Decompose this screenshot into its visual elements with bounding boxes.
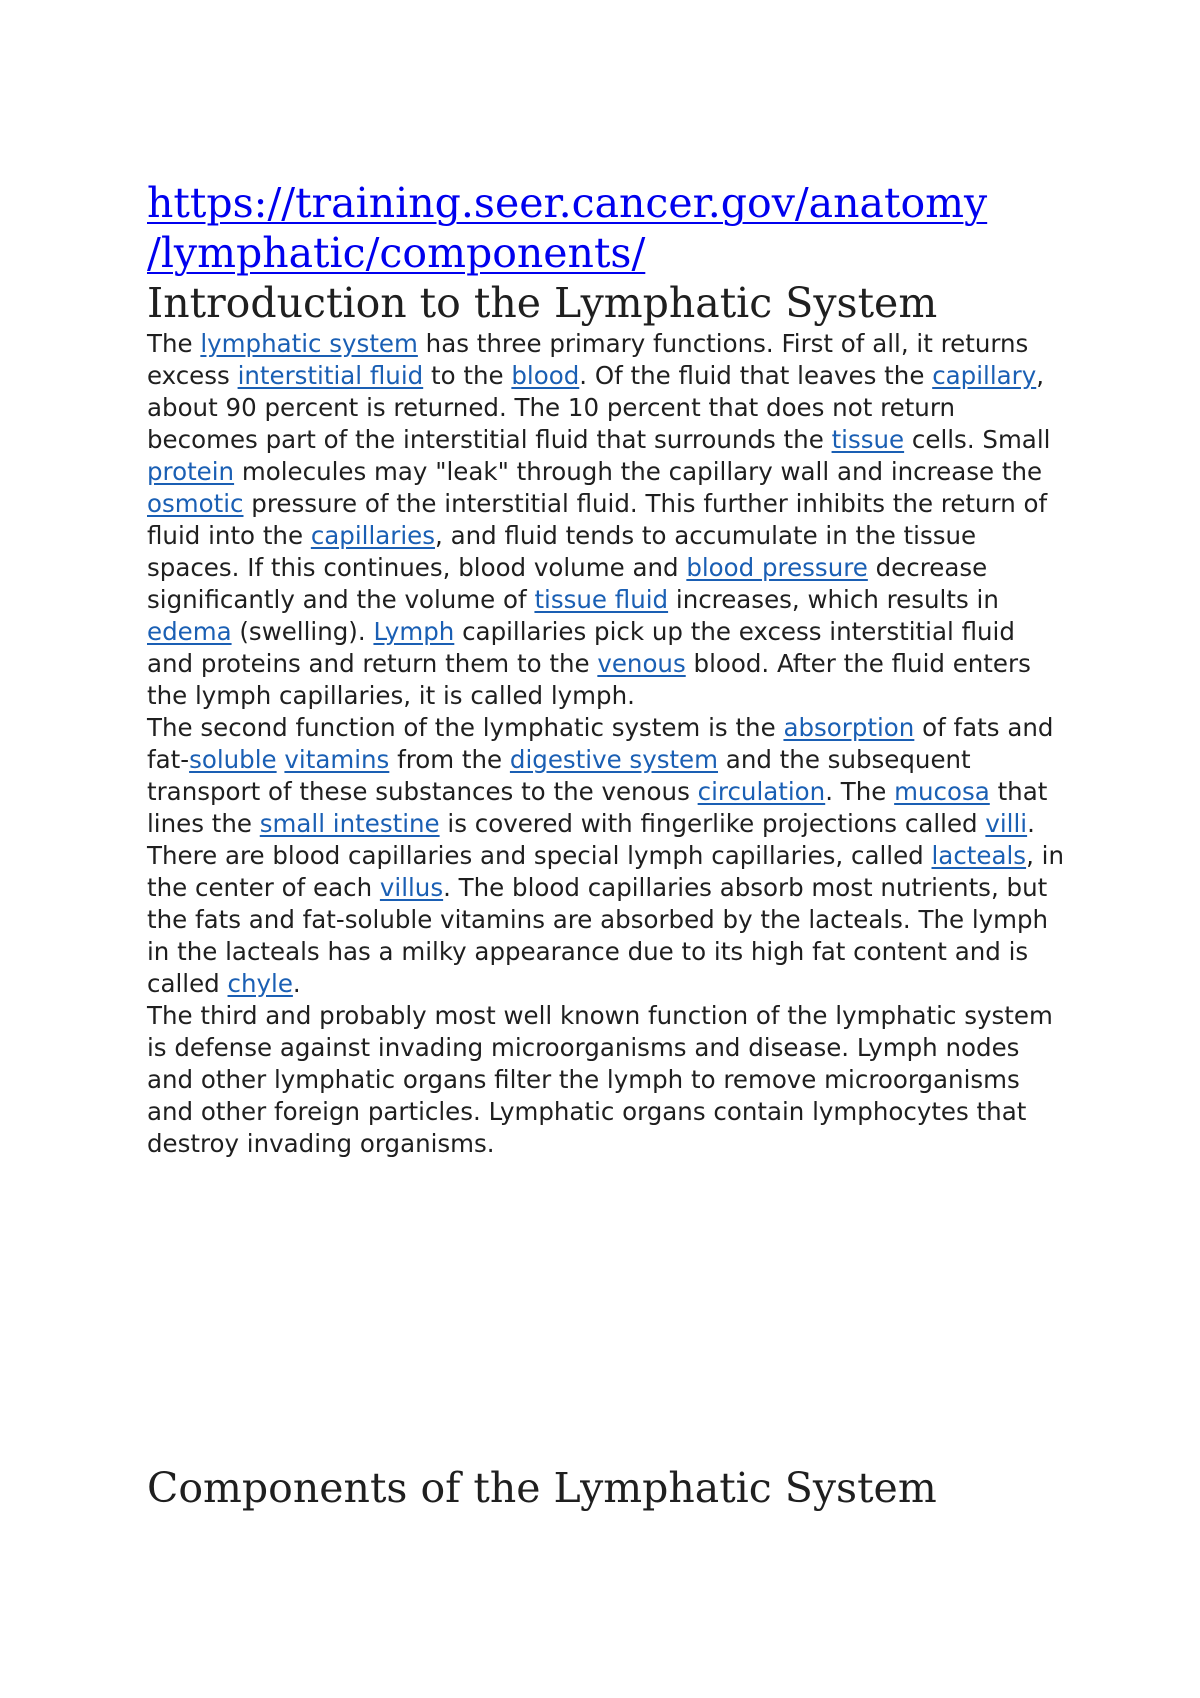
link-capillary[interactable]: capillary <box>932 361 1037 390</box>
text-run: increases, which results in <box>668 585 999 614</box>
text-run: . There are blood capillaries and special lymph capillaries, called <box>147 809 1035 870</box>
paragraph-absorption <box>147 712 1067 1000</box>
link-soluble[interactable]: soluble <box>189 745 277 774</box>
text-run: from the <box>389 745 510 774</box>
text-run: . <box>292 969 301 998</box>
link-capillaries[interactable]: capillaries <box>310 521 436 550</box>
link-small-intestine[interactable]: small intestine <box>259 809 440 838</box>
text-run: blood. After the fluid enters the lymph capillaries, it is called lymph. <box>147 649 1031 710</box>
link-tissue-fluid[interactable]: tissue fluid <box>534 585 669 614</box>
text-run: . The <box>825 777 895 806</box>
link-osmotic[interactable]: osmotic <box>147 489 244 518</box>
link-protein[interactable]: protein <box>147 457 235 486</box>
text-run: that lines the <box>147 777 1048 838</box>
text-run: , and fluid tends to accumulate in the tissue spaces. If this continues, blood volume and <box>147 521 977 582</box>
heading-components: Components of the Lymphatic System <box>147 1464 937 1512</box>
link-absorption[interactable]: absorption <box>783 713 915 742</box>
source-url-line-2: /lymphatic/components/ <box>147 229 646 277</box>
link-digestive-system[interactable]: digestive system <box>509 745 719 774</box>
text-run: . The blood capillaries absorb most nutrients, but the fats and fat-soluble vitamins are absorbed by the lacteals. The lymph in the lacteals has a milky appearance due to its high fat content and is called <box>147 873 1049 998</box>
paragraph-functions-overview <box>147 328 1067 712</box>
text-run: (swelling). <box>231 617 374 646</box>
text-run: The <box>147 329 201 358</box>
paragraph-defense: The third and probably most well known function of the lymphatic system is defense against invading microorganisms and disease. Lymph nodes and other lymphatic organs filter the lymph to remove microorganisms and other foreign particles. Lymphatic organs contain lymphocytes that destroy invading organisms. <box>147 1001 1053 1158</box>
text-run: . Of the fluid that leaves the <box>579 361 933 390</box>
link-interstitial-fluid[interactable]: interstitial fluid <box>237 361 424 390</box>
source-url-link[interactable] <box>147 178 1047 278</box>
heading-introduction: Introduction to the Lymphatic System <box>147 279 938 327</box>
link-villus[interactable]: villus <box>379 873 444 902</box>
link-vitamins[interactable]: vitamins <box>284 745 390 774</box>
link-circulation[interactable]: circulation <box>697 777 826 806</box>
link-lymph[interactable]: Lymph <box>373 617 455 646</box>
text-run: to the <box>423 361 512 390</box>
text-run: The second function of the lymphatic system is the <box>147 713 784 742</box>
link-edema[interactable]: edema <box>147 617 232 646</box>
text-run: is covered with fingerlike projections called <box>439 809 986 838</box>
link-chyle[interactable]: chyle <box>227 969 293 998</box>
text-run: and the subsequent transport of these substances to the venous <box>147 745 971 806</box>
link-lacteals[interactable]: lacteals <box>931 841 1027 870</box>
text-run: decrease significantly and the volume of <box>147 553 988 614</box>
text-run: of fats and fat- <box>147 713 1054 774</box>
link-venous[interactable]: venous <box>597 649 686 678</box>
link-tissue[interactable]: tissue <box>831 425 905 454</box>
text-run: , about 90 percent is returned. The 10 percent that does not return becomes part of the interstitial fluid that surrounds the <box>147 361 1045 454</box>
link-mucosa[interactable]: mucosa <box>894 777 990 806</box>
link-lymphatic-system[interactable]: lymphatic system <box>200 329 418 358</box>
link-blood-pressure[interactable]: blood pressure <box>686 553 868 582</box>
source-url-line-1: https://training.seer.cancer.gov/anatomy <box>147 179 988 227</box>
text-run: molecules may "leak" through the capillary wall and increase the <box>234 457 1043 486</box>
text-run: cells. Small <box>904 425 1051 454</box>
document-page <box>147 178 1067 1512</box>
text-run: pressure of the interstitial fluid. This further inhibits the return of fluid into the <box>147 489 1048 550</box>
link-villi[interactable]: villi <box>985 809 1028 838</box>
text-run: , in the center of each <box>147 841 1064 902</box>
text-run: capillaries pick up the excess interstitial fluid and proteins and return them to the <box>147 617 1015 678</box>
text-run: has three primary functions. First of all, it returns excess <box>147 329 1029 390</box>
link-blood[interactable]: blood <box>511 361 580 390</box>
